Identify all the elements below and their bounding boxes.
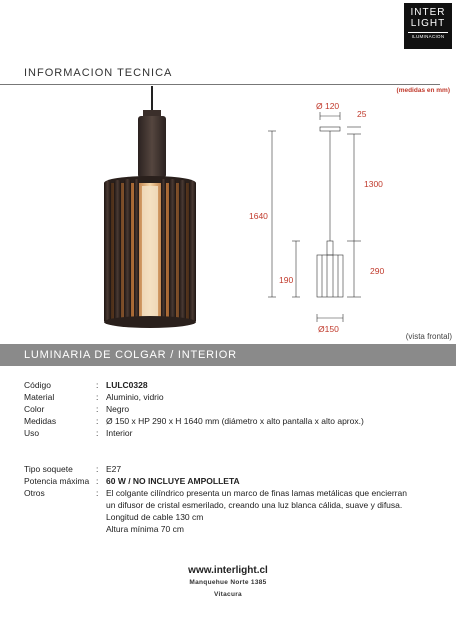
others-line: un difusor de cristal esmerilado, creando una luz blanca cálida, suave y difusa. (106, 500, 403, 510)
logo-line-1: INTER (410, 7, 446, 18)
spec-row: Color : Negro (24, 403, 446, 415)
technical-drawing (230, 96, 400, 336)
spec-key: Color (24, 404, 45, 414)
spec-key: Material (24, 392, 55, 402)
logo-line-2: LIGHT (410, 18, 446, 29)
brand-logo (404, 3, 452, 49)
spec-row: Otros : El colgante cilíndrico presenta un marco de finas lamas metálicas que encierran un difusor de cristal esmerilado, creando una luz blanca cálida, suave y difusa. Longitud de cable 130 cm Altura mínima 70 cm (24, 487, 446, 535)
spec-row: Material : Aluminio, vidrio (24, 391, 446, 403)
spec-value: LULC0328 (106, 380, 148, 390)
footer-city: Vitacura (214, 591, 242, 598)
dim-top-height: 25 (357, 109, 367, 119)
footer-url[interactable]: www.interlight.cl (188, 565, 268, 576)
measure-unit-note: (medidas en mm) (396, 87, 450, 94)
spec-row: Código : LULC0328 (24, 379, 446, 391)
specs-table-main (24, 379, 446, 439)
dim-shade-height: 290 (370, 266, 385, 276)
logo-line-3: ILUMINACION (408, 32, 448, 39)
spec-row: Medidas : Ø 150 x HP 290 x H 1640 mm (diámetro x alto pantalla x alto aprox.) (24, 415, 446, 427)
spec-value: Ø 150 x HP 290 x H 1640 mm (diámetro x alto pantalla x alto aprox.) (106, 416, 364, 426)
spec-value: Aluminio, vidrio (106, 392, 164, 402)
spec-key: Código (24, 380, 51, 390)
spec-row: Potencia máxima : 60 W / NO INCLUYE AMPOLLETA (24, 475, 446, 487)
spec-value: E27 (106, 464, 122, 474)
spec-row: Uso : Interior (24, 427, 446, 439)
dim-top-diameter: Ø 120 (316, 101, 340, 111)
spec-value: Interior (106, 428, 133, 438)
footer-address: Manquehue Norte 1385 (189, 579, 267, 586)
others-line: Longitud de cable 130 cm (106, 512, 204, 522)
dim-total-height: 1640 (249, 211, 268, 221)
spec-key: Potencia máxima (24, 476, 90, 486)
dim-cable-length: 1300 (364, 179, 383, 189)
spec-value (106, 487, 446, 535)
spec-value: Negro (106, 404, 130, 414)
view-note: (vista frontal) (405, 332, 452, 341)
dim-shade-height-left: 190 (279, 275, 294, 285)
dim-bottom-diameter: Ø150 (318, 324, 339, 334)
spec-key: Medidas (24, 416, 57, 426)
others-line: El colgante cilíndrico presenta un marco de finas lamas metálicas que encierran (106, 488, 407, 498)
spec-value: 60 W / NO INCLUYE AMPOLLETA (106, 476, 240, 486)
section-divider (0, 84, 440, 85)
others-line: Altura mínima 70 cm (106, 524, 184, 534)
category-title: LUMINARIA DE COLGAR / INTERIOR (24, 349, 237, 361)
section-title: INFORMACION TECNICA (24, 67, 173, 79)
product-photo (90, 86, 208, 334)
specs-table-electrical (24, 463, 446, 535)
spec-key: Tipo soquete (24, 464, 73, 474)
spec-key: Otros (24, 488, 45, 498)
spec-key: Uso (24, 428, 40, 438)
spec-row: Tipo soquete : E27 (24, 463, 446, 475)
category-band (0, 344, 456, 366)
